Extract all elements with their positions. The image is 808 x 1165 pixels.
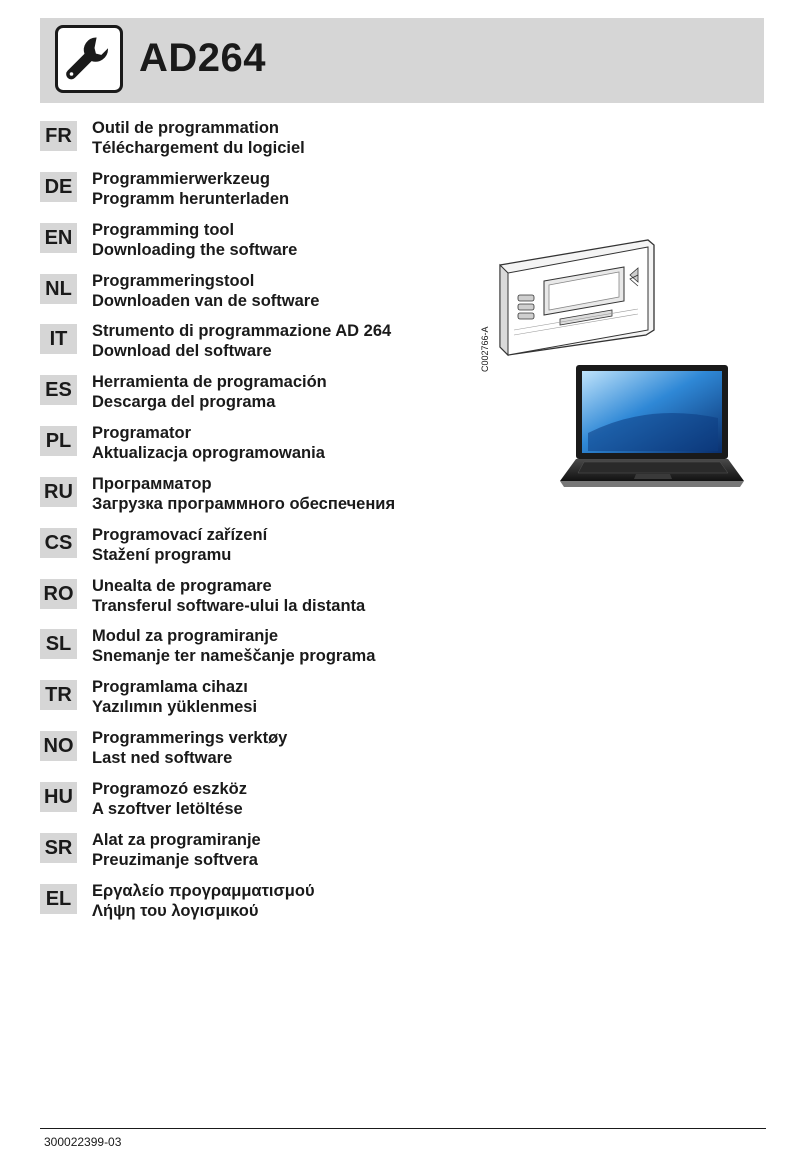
language-text bbox=[92, 423, 325, 463]
subtitle-line: Transferul software-ului la distanta bbox=[92, 596, 366, 615]
language-row-no bbox=[40, 728, 440, 779]
language-row-nl bbox=[40, 271, 440, 322]
language-code: PL bbox=[40, 426, 77, 456]
language-row-de bbox=[40, 169, 440, 220]
language-code: DE bbox=[40, 172, 77, 202]
language-text bbox=[92, 321, 391, 361]
title-line: Herramienta de programación bbox=[92, 373, 327, 392]
language-text bbox=[92, 830, 261, 870]
product-title: AD264 bbox=[139, 36, 267, 80]
wrench-icon bbox=[55, 25, 123, 93]
subtitle-line: Yazılımın yüklenmesi bbox=[92, 698, 258, 717]
language-text bbox=[92, 169, 289, 209]
language-row-tr bbox=[40, 677, 440, 728]
title-line: Programozó eszköz bbox=[92, 779, 247, 798]
document-number: 300022399-03 bbox=[44, 1135, 122, 1149]
language-text bbox=[92, 474, 395, 514]
laptop-illustration bbox=[558, 363, 748, 493]
language-row-cs bbox=[40, 525, 440, 576]
subtitle-line: Stažení programu bbox=[92, 545, 232, 564]
language-list bbox=[40, 118, 440, 932]
programming-device-illustration bbox=[488, 235, 658, 375]
language-row-ru bbox=[40, 474, 440, 525]
language-code: ES bbox=[40, 375, 77, 405]
subtitle-line: Aktualizacja oprogramowania bbox=[92, 444, 325, 463]
language-code: RU bbox=[40, 477, 77, 507]
title-line: Programator bbox=[92, 424, 192, 443]
language-code: RO bbox=[40, 579, 77, 609]
title-line: Programmierwerkzeug bbox=[92, 169, 270, 188]
language-code: CS bbox=[40, 528, 77, 558]
subtitle-line: A szoftver letöltése bbox=[92, 799, 243, 818]
language-code: NO bbox=[40, 731, 77, 761]
language-row-ro bbox=[40, 576, 440, 627]
title-line: Εργαλείο προγραμματισμού bbox=[92, 881, 315, 900]
title-line: Programmeringstool bbox=[92, 271, 255, 290]
language-text bbox=[92, 728, 287, 768]
language-text bbox=[92, 576, 365, 616]
title-line: Strumento di programmazione AD 264 bbox=[92, 322, 392, 341]
language-text bbox=[92, 677, 257, 717]
language-code: SR bbox=[40, 833, 77, 863]
language-row-sr bbox=[40, 830, 440, 881]
language-row-hu bbox=[40, 779, 440, 830]
language-row-it bbox=[40, 321, 440, 372]
language-text bbox=[92, 118, 305, 158]
title-line: Unealta de programare bbox=[92, 576, 272, 595]
language-row-en bbox=[40, 220, 440, 271]
language-code: SL bbox=[40, 629, 77, 659]
title-line: Programming tool bbox=[92, 220, 235, 239]
title-line: Alat za programiranje bbox=[92, 830, 261, 849]
title-line: Modul za programiranje bbox=[92, 627, 279, 646]
subtitle-line: Λήψη του λογισμικού bbox=[92, 901, 259, 920]
language-code: EL bbox=[40, 884, 77, 914]
title-line: Programovací zařízení bbox=[92, 525, 268, 544]
language-row-es bbox=[40, 372, 440, 423]
language-text bbox=[92, 525, 267, 565]
language-text bbox=[92, 626, 375, 666]
language-text bbox=[92, 271, 319, 311]
language-row-sl bbox=[40, 626, 440, 677]
language-code: HU bbox=[40, 782, 77, 812]
language-code: IT bbox=[40, 324, 77, 354]
language-row-pl bbox=[40, 423, 440, 474]
language-code: TR bbox=[40, 680, 77, 710]
subtitle-line: Snemanje ter nameščanje programa bbox=[92, 647, 376, 666]
language-code: FR bbox=[40, 121, 77, 151]
subtitle-line: Download del software bbox=[92, 342, 272, 361]
footer-rule bbox=[40, 1128, 766, 1129]
language-code: NL bbox=[40, 274, 77, 304]
subtitle-line: Downloaden van de software bbox=[92, 291, 320, 310]
language-text bbox=[92, 881, 315, 921]
title-line: Программатор bbox=[92, 474, 212, 493]
subtitle-line: Descarga del programa bbox=[92, 393, 276, 412]
title-line: Programmerings verktøy bbox=[92, 729, 288, 748]
figure-code: C002766-A bbox=[480, 326, 490, 372]
subtitle-line: Last ned software bbox=[92, 749, 233, 768]
language-text bbox=[92, 220, 297, 260]
subtitle-line: Preuzimanje softvera bbox=[92, 850, 258, 869]
language-code: EN bbox=[40, 223, 77, 253]
language-row-fr bbox=[40, 118, 440, 169]
language-text bbox=[92, 779, 247, 819]
language-row-el bbox=[40, 881, 440, 932]
subtitle-line: Programm herunterladen bbox=[92, 189, 290, 208]
subtitle-line: Downloading the software bbox=[92, 240, 298, 259]
language-text bbox=[92, 372, 327, 412]
subtitle-line: Загрузка программного обеспечения bbox=[92, 494, 396, 513]
subtitle-line: Téléchargement du logiciel bbox=[92, 139, 305, 157]
title-line: Programlama cihazı bbox=[92, 678, 248, 697]
title-line: Outil de programmation bbox=[92, 119, 280, 137]
